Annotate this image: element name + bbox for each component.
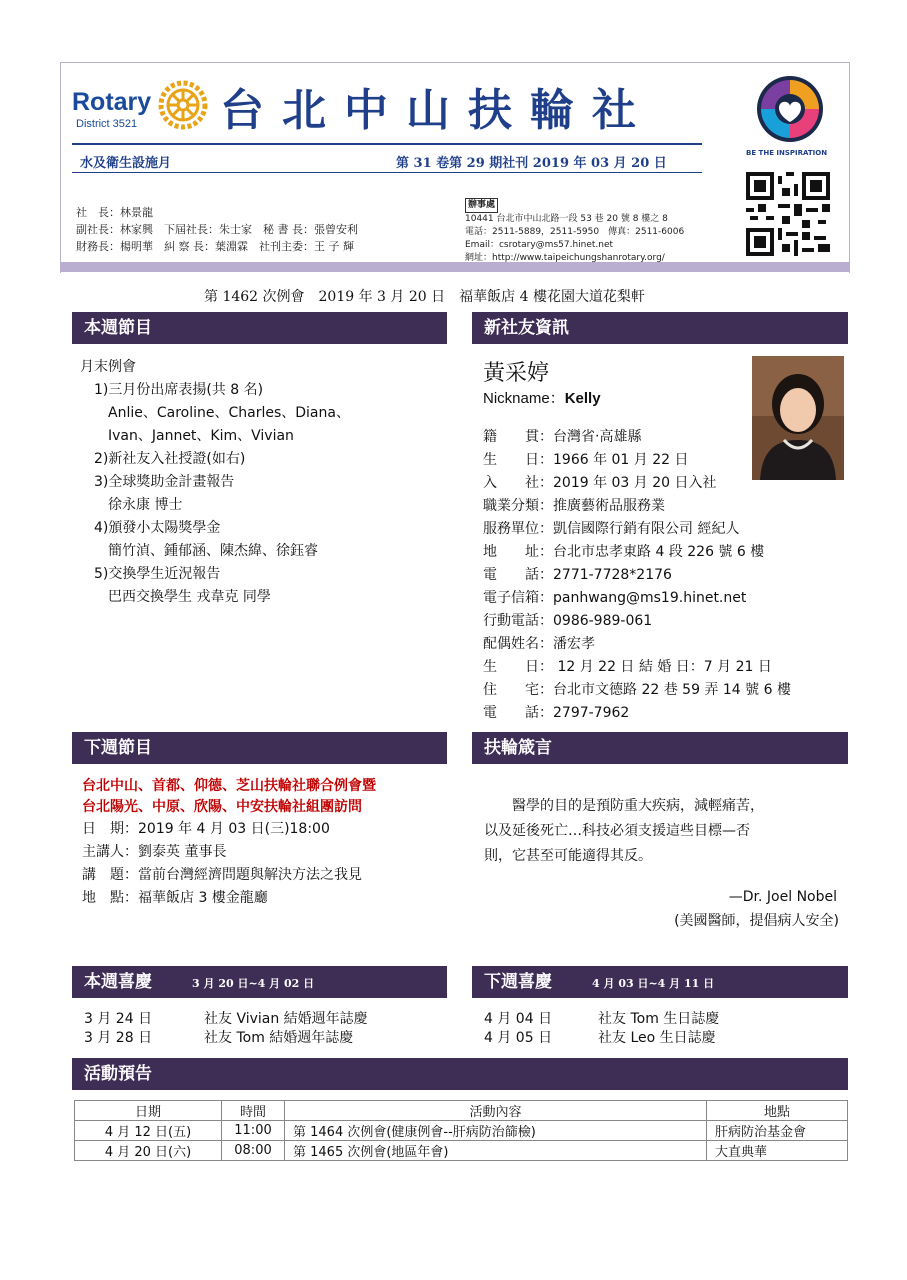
next-week-line: 主講人：劉泰英 董事長 bbox=[82, 844, 227, 860]
celebration-date: 4 月 04 日 bbox=[484, 1011, 553, 1027]
member-detail: 地 址：台北市忠孝東路 4 段 226 號 6 樓 bbox=[483, 544, 765, 560]
cell-date: 4 月 20 日(六) bbox=[75, 1141, 222, 1161]
rotary-wordmark: Rotary bbox=[72, 88, 152, 116]
program-line: Anlie、Caroline、Charles、Diana、 bbox=[80, 405, 350, 421]
activities-table bbox=[74, 1100, 848, 1161]
program-line: 月末例會 bbox=[80, 359, 136, 375]
section-title: 活動預告 bbox=[84, 1064, 152, 1084]
section-new-member bbox=[472, 312, 848, 344]
section-title: 下週喜慶 bbox=[484, 972, 552, 992]
list-item bbox=[484, 1010, 719, 1029]
rotary-wheel-icon bbox=[158, 80, 208, 130]
program-line: 5)交換學生近況報告 bbox=[80, 566, 221, 582]
list-item bbox=[84, 1010, 368, 1029]
cell-date: 4 月 12 日(五) bbox=[75, 1121, 222, 1141]
program-line: 1)三月份出席表揚(共 8 名) bbox=[80, 382, 264, 398]
cell-time: 08:00 bbox=[222, 1141, 285, 1161]
member-detail: 服務單位：凱信國際行銷有限公司 經紀人 bbox=[483, 521, 740, 537]
cell-location: 肝病防治基金會 bbox=[707, 1121, 848, 1141]
table-row bbox=[75, 1141, 848, 1161]
member-detail: 職業分類：推廣藝術品服務業 bbox=[483, 498, 665, 514]
district-label: District 3521 bbox=[76, 118, 138, 130]
table-header-row bbox=[75, 1101, 848, 1121]
column-header: 時間 bbox=[222, 1101, 285, 1121]
motto-author-note: (美國醫師，提倡病人安全) bbox=[674, 913, 839, 929]
celebrations-next-list bbox=[484, 1010, 719, 1048]
next-week-program bbox=[82, 776, 376, 910]
joint-meeting-line: 台北陽光、中原、欣陽、中安扶輪社組團訪問 bbox=[82, 799, 362, 815]
program-line: 簡竹湞、鍾郁涵、陳杰緯、徐鈺睿 bbox=[80, 543, 318, 559]
program-line: 徐永康 博士 bbox=[80, 497, 183, 513]
next-week-line: 日 期：2019 年 4 月 03 日(三)18:00 bbox=[82, 821, 330, 837]
club-name: 台北中山扶輪社 bbox=[220, 85, 654, 136]
section-title: 扶輪箴言 bbox=[484, 738, 552, 758]
cell-time: 11:00 bbox=[222, 1121, 285, 1141]
cell-activity: 第 1465 次例會(地區年會) bbox=[285, 1141, 707, 1161]
be-the-inspiration-logo bbox=[755, 74, 825, 144]
inspiration-slogan: BE THE INSPIRATION bbox=[746, 149, 828, 157]
office-label: 辦事處 bbox=[465, 198, 498, 213]
column-header: 活動內容 bbox=[285, 1101, 707, 1121]
member-nickname bbox=[483, 387, 601, 408]
motto-line: 則，它甚至可能適得其反。 bbox=[484, 848, 652, 864]
member-detail: 生 日：1966 年 01 月 22 日 bbox=[483, 452, 689, 468]
table-row bbox=[75, 1121, 848, 1141]
this-week-program bbox=[80, 356, 350, 609]
section-celebrations-next-week bbox=[472, 966, 848, 998]
section-this-week bbox=[72, 312, 447, 344]
office-phone: 電話：2511-5889，2511-5950 傳真：2511-6006 bbox=[465, 227, 685, 237]
nickname-label: Nickname： bbox=[483, 390, 565, 407]
section-celebrations-this-week bbox=[72, 966, 447, 998]
member-detail: 入 社：2019 年 03 月 20 日入社 bbox=[483, 475, 717, 491]
joint-meeting-line: 台北中山、首都、仰德、芝山扶輪社聯合例會暨 bbox=[82, 778, 376, 794]
rotary-logo bbox=[72, 88, 151, 117]
next-week-line: 地 點：福華飯店 3 樓金龍廳 bbox=[82, 890, 268, 906]
meeting-info: 第 1462 次例會 2019 年 3 月 20 日 福華飯店 4 樓花園大道花梨軒 bbox=[204, 289, 645, 305]
member-detail: 行動電話：0986-989-061 bbox=[483, 613, 653, 629]
member-details bbox=[483, 426, 791, 725]
section-title: 本週節目 bbox=[84, 318, 152, 338]
member-detail: 電 話：2797-7962 bbox=[483, 705, 630, 721]
celebration-date: 3 月 24 日 bbox=[84, 1011, 153, 1027]
section-next-week bbox=[72, 732, 447, 764]
date-range: 3 月 20 日~4 月 02 日 bbox=[192, 977, 315, 990]
member-name: 黃采婷 bbox=[483, 361, 550, 386]
program-line: 2)新社友入社授證(如右) bbox=[80, 451, 246, 467]
program-line: 巴西交換學生 戎韋克 同學 bbox=[80, 589, 271, 605]
officers-list bbox=[76, 204, 358, 255]
motto-text bbox=[484, 794, 764, 869]
celebration-text: 社友 Vivian 結婚週年誌慶 bbox=[204, 1011, 368, 1027]
section-activities bbox=[72, 1058, 848, 1090]
member-detail[interactable]: 電子信箱：panhwang@ms19.hinet.net bbox=[483, 590, 747, 606]
motto-line: 以及延後死亡…科技必須支援這些目標—否 bbox=[484, 823, 750, 839]
office-address: 10441 台北市中山北路一段 53 巷 20 號 8 樓之 8 bbox=[465, 214, 668, 224]
celebration-date: 4 月 05 日 bbox=[484, 1030, 553, 1046]
header-divider bbox=[72, 143, 702, 145]
motto-author: —Dr. Joel Nobel bbox=[728, 889, 837, 905]
date-range: 4 月 03 日~4 月 11 日 bbox=[592, 977, 715, 990]
officer-line: 財務長：楊明華 糾 察 長：葉淵霖 社刊主委：王 子 輝 bbox=[76, 240, 354, 253]
member-detail: 籍 貫：台灣省‧高雄縣 bbox=[483, 429, 642, 445]
office-email[interactable]: Email：csrotary@ms57.hinet.net bbox=[465, 240, 614, 250]
member-detail: 電 話：2771-7728*2176 bbox=[483, 567, 672, 583]
program-line: 3)全球獎助金計畫報告 bbox=[80, 474, 235, 490]
office-info bbox=[465, 192, 684, 265]
issue-info: 第 31 卷第 29 期社刊 2019 年 03 月 20 日 bbox=[396, 156, 667, 171]
nickname-value: Kelly bbox=[564, 390, 601, 407]
program-line: 4)頒發小太陽獎學金 bbox=[80, 520, 221, 536]
member-detail: 配偶姓名：潘宏孝 bbox=[483, 636, 595, 652]
list-item bbox=[84, 1029, 368, 1048]
column-header: 地點 bbox=[707, 1101, 848, 1121]
celebration-text: 社友 Tom 結婚週年誌慶 bbox=[204, 1030, 354, 1046]
header-divider-2 bbox=[72, 172, 702, 173]
section-motto bbox=[472, 732, 848, 764]
program-line: Ivan、Jannet、Kim、Vivian bbox=[80, 428, 294, 444]
section-title: 新社友資訊 bbox=[484, 318, 569, 338]
column-header: 日期 bbox=[75, 1101, 222, 1121]
member-detail: 生 日： 12 月 22 日 結 婚 日：7 月 21 日 bbox=[483, 659, 772, 675]
month-theme: 水及衛生設施月 bbox=[80, 156, 172, 171]
motto-line: 醫學的目的是預防重大疾病，減輕痛苦， bbox=[484, 798, 764, 814]
member-detail: 住 宅：台北市文德路 22 巷 59 弄 14 號 6 樓 bbox=[483, 682, 791, 698]
section-title: 本週喜慶 bbox=[84, 972, 152, 992]
next-week-line: 講 題：當前台灣經濟問題與解決方法之我見 bbox=[82, 867, 362, 883]
celebrations-this-list bbox=[84, 1010, 368, 1048]
qr-code-icon bbox=[746, 172, 830, 256]
list-item bbox=[484, 1029, 719, 1048]
cell-location: 大直典華 bbox=[707, 1141, 848, 1161]
cell-activity: 第 1464 次例會(健康例會--肝病防治篩檢) bbox=[285, 1121, 707, 1141]
celebration-text: 社友 Tom 生日誌慶 bbox=[598, 1011, 720, 1027]
celebration-date: 3 月 28 日 bbox=[84, 1030, 153, 1046]
office-website[interactable]: 網址：http://www.taipeichungshanrotary.org/ bbox=[465, 253, 665, 263]
masthead-bottom-bar bbox=[60, 262, 850, 272]
officer-line: 副社長：林家興 下屆社長：朱士家 秘 書 長：張曾安利 bbox=[76, 223, 358, 236]
officer-line: 社 長：林景龍 bbox=[76, 206, 153, 219]
section-title: 下週節目 bbox=[84, 738, 152, 758]
celebration-text: 社友 Leo 生日誌慶 bbox=[598, 1030, 716, 1046]
